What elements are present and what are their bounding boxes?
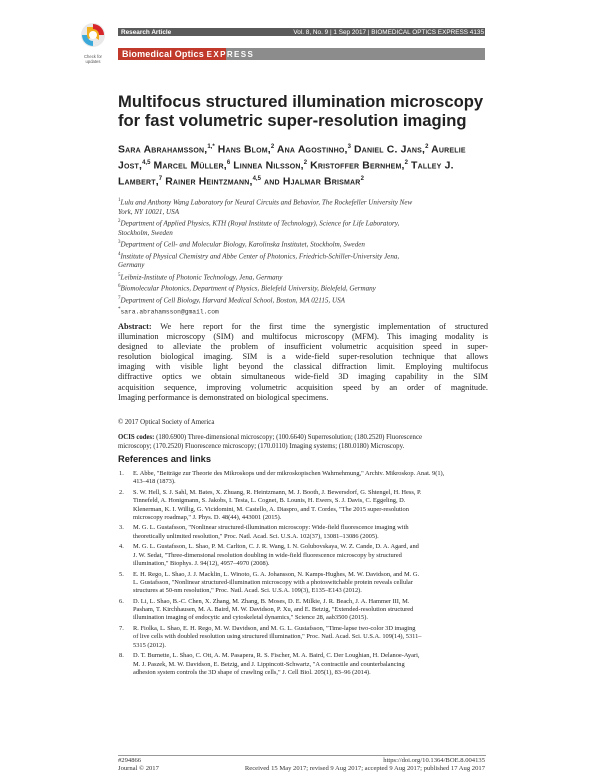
author-affiliation-mark: 1,* [207, 144, 215, 150]
reference-text: Tinnefeld, A. Honigmann, S. Jakobs, I. Testa, L. Cognet, B. Lounis, H. Ewers, S. J. Davis, C. Eggeling, D. [133, 497, 406, 505]
author-affiliation-mark: 2 [425, 144, 429, 150]
author-affiliation-mark: 4,5 [142, 159, 151, 166]
author-affiliation-mark: 2 [303, 159, 308, 166]
reference-text: M. G. L. Gustafsson, L. Shao, P. M. Carlton, C. J. R. Wang, I. N. Golubovskaya, W. Z. Cande, D. A. Agard, and [133, 543, 419, 551]
title-line: for fast volumetric super-resolution imaging [118, 111, 467, 130]
reference-item [118, 470, 490, 487]
reference-text: Pasham, T. Kirchhausen, M. A. Baird, M. W. Davidson, P. Xu, and E. Betzig, "Extended-resolution structured [133, 606, 414, 614]
reference-text: 5315 (2012). [133, 641, 167, 649]
author: Talley J. Lambert, [118, 160, 454, 188]
affiliation-cont: Stockholm, Sweden [118, 228, 173, 237]
reference-text: S. W. Hell, S. J. Sahl, M. Bates, X. Zhuang, R. Heintzmann, M. J. Booth, J. Bewersdorf, G. Shtengel, H. Hess, P. [133, 488, 422, 496]
reference-text: E. Abbe, "Beiträge zur Theorie des Mikroskops und der mikroskopischen Wahrnehmung," Archiv. Mikroskop. Anat. 9(1), [133, 470, 445, 477]
affiliation-number: 5 [118, 272, 121, 278]
reference-text: M. G. L. Gustafsson, "Nonlinear structured-illumination microscopy: Wide-field fluorescence imaging with [133, 524, 409, 532]
article-type: Research Article [121, 29, 172, 36]
affiliation-text: Leibniz-Institute of Photonic Technology, Jena, Germany [120, 272, 283, 281]
reference-item [118, 652, 490, 677]
reference-number: 7. [119, 624, 124, 632]
doi-link[interactable]: https://doi.org/10.1364/BOE.8.004135 [383, 757, 485, 764]
footer-rule [118, 755, 486, 756]
ocis-text: (180.6900) Three-dimensional microscopy; (100.6640) Superresolution; (180.2520) Fluorescence [154, 434, 422, 441]
abstract-line: acquisition sequence, improving volumetric acquisition speed by an order of magnitude. [118, 382, 488, 392]
reference-number: 5. [119, 570, 124, 578]
abstract-line: imaging with visible light beyond the classical diffraction limit. Employing multifocus [118, 362, 488, 372]
affiliation [118, 271, 490, 283]
author-affiliation-mark: 2 [360, 175, 364, 182]
ocis-line [118, 433, 490, 442]
affiliation-cont: Germany [118, 261, 145, 270]
journal-name-express: EXPRESS [206, 50, 255, 59]
affiliation-text: Institute of Physical Chemistry and Abbe Center of Photonics, Friedrich-Schiller-University Jena, [120, 251, 400, 260]
reference-text: adhesion system controls the 3D shape of crawling cells," J. Cell Biol. 205(1), 83–96 (2014). [133, 668, 371, 676]
reference-text: 413–418 (1873). [133, 478, 176, 486]
reference-text: Klenerman, K. I. Willig, G. Vicidomini, M. Castello, A. Diaspro, and T. Cordes, "The 2015 super-resolution [133, 505, 409, 513]
affiliation [118, 238, 490, 250]
reference-text: structures at 50-nm resolution," Proc. Natl. Acad. Sci. U.S.A. 109(3), E135–E143 (2012). [133, 587, 362, 595]
reference-text: R. Fiolka, L. Shao, E. H. Rego, M. W. Davidson, and M. G. L. Gustafsson, "Time-lapse two-color 3D imaging [133, 624, 416, 632]
abstract [118, 322, 488, 403]
author-affiliation-mark: 4,5 [252, 175, 261, 182]
affiliation [118, 294, 490, 306]
reference-text: theoretically unlimited resolution," Proc. Natl. Acad. Sci. U.S.A. 102(37), 13081–13086 (2005). [133, 532, 379, 540]
reference-item [118, 489, 490, 522]
copyright: © 2017 Optical Society of America [118, 419, 215, 426]
affiliation-text: Biomolecular Photonics, Department of Physics, Bielefeld University, Bielefeld, Germany [120, 284, 376, 293]
reference-item [118, 543, 490, 568]
ocis-label: OCIS codes: [118, 434, 155, 441]
author-list [118, 141, 488, 189]
ocis-codes [118, 433, 490, 451]
reference-text: J. W. Sedat, "Three-dimensional resolution doubling in wide-field fluorescence microscopy by structured [133, 551, 402, 559]
affiliation-text: Department of Cell Biology, Harvard Medical School, Boston, MA 02115, USA [120, 296, 345, 305]
abstract-line: designed to alleviate the problem of insufficient volumetric acquisition speed in super- [118, 342, 488, 352]
abstract-line: diffractive optics we obtain simultaneous wide-field 3D imaging capability in the SIM [118, 372, 488, 382]
abstract-text: We here report for the first time the synergistic implementation of structured [151, 322, 488, 331]
author: Rainer Heintzmann, [162, 176, 253, 188]
email-mark: * [118, 307, 121, 313]
author-affiliation-mark: 3 [347, 144, 351, 150]
abstract-label: Abstract: [118, 322, 152, 331]
reference-text: D. Li, L. Shao, B.-C. Chen, X. Zhang, M. Zhang, B. Moses, D. E. Milkie, J. R. Beach, J. A. Hammer III, M. [133, 597, 410, 605]
author: Hans Blom, [214, 144, 271, 156]
affiliation-number: 3 [118, 239, 121, 245]
abstract-line: Imaging performance is demonstrated on biological specimens. [118, 392, 329, 402]
affiliation [118, 282, 490, 294]
reference-number: 2. [119, 488, 124, 496]
corresponding-email [118, 305, 490, 317]
reference-item [118, 571, 490, 596]
author: Sara Abrahamsson, [118, 144, 208, 156]
author: Aurelie Jost, [118, 144, 466, 172]
reference-text: M. J. Paszek, M. W. Davidson, E. Betzig, and J. Lippincott-Schwartz, "A contractile and counterbalancing [133, 660, 405, 668]
reference-number: 4. [119, 543, 124, 551]
affiliation-text: Department of Cell- and Molecular Biology, Karolinska Institutet, Stockholm, Sweden [120, 240, 365, 249]
references-heading: References and links [118, 454, 212, 464]
author: Marcel Müller, [150, 160, 227, 172]
author-affiliation-mark: 2 [404, 159, 408, 166]
reference-number: 6. [119, 597, 124, 605]
document-id: #294866 [118, 757, 142, 764]
affiliation [118, 217, 490, 229]
author-affiliation-mark: 2 [270, 144, 275, 150]
email-link[interactable]: sara.abrahamsson@gmail.com [120, 308, 219, 316]
abstract-line: resolution biological imaging. SIM is a wide-field super-resolution technique that allows [118, 352, 488, 362]
ocis-line: microscopy; (170.2520) Fluorescence microscopy; (170.0110) Imaging systems; (180.0180) Microscopy. [118, 443, 405, 450]
author: and Hjalmar Brismar [260, 176, 361, 188]
affiliation-number: 1 [118, 198, 121, 203]
crossmark-label: Check for updates [84, 54, 102, 64]
author: Kristoffer Bernhem, [307, 160, 405, 172]
reference-text: of live cells with doubled resolution using structured illumination," Proc. Natl. Acad. Sci. U.S.A. 109(14), 5311– [133, 633, 422, 641]
reference-text: illumination," Biophys. J. 94(12), 4957–4970 (2008). [133, 560, 270, 567]
reference-number: 1. [119, 470, 124, 477]
reference-text: D. T. Burnette, L. Shao, C. Ott, A. M. Pasapera, R. S. Fischer, M. A. Baird, C. Der Loughian, H. Delanoe-Ayari, [133, 652, 420, 660]
affiliation-number: 2 [118, 218, 121, 224]
author-affiliation-mark: 7 [158, 175, 163, 182]
reference-number: 8. [119, 652, 124, 660]
page-title [118, 92, 488, 130]
affiliation-text: Department of Applied Physics, KTH (Royal Institute of Technology), Science for Life Laboratory, [120, 219, 400, 228]
reference-item [118, 524, 490, 541]
affiliation-number: 7 [118, 295, 121, 301]
affiliation [118, 196, 490, 208]
reference-text: illumination imaging of endocytic and cytoskeletal dynamics," Science 28, aab3500 (2015). [133, 614, 368, 622]
affiliation-text: Lulu and Anthony Wang Laboratory for Neural Circuits and Behavior, The Rockefeller University New [120, 198, 413, 207]
volume-info: Vol. 8, No. 9 | 1 Sep 2017 | BIOMEDICAL OPTICS EXPRESS 4135 [293, 29, 484, 36]
author: Ana Agostinho, [274, 144, 348, 156]
reference-text: microscopy roadmap," J. Phys. D. 48(44), 443001 (2015). [133, 513, 282, 521]
publication-dates: Received 15 May 2017; revised 9 Aug 2017; accepted 9 Aug 2017; published 17 Aug 2017 [244, 765, 485, 772]
author: Daniel C. Jans, [350, 144, 426, 156]
reference-item [118, 625, 490, 650]
reference-item [118, 598, 490, 623]
affiliation-number: 4 [118, 251, 121, 257]
references-list [118, 470, 490, 679]
journal-copyright: Journal © 2017 [118, 765, 159, 772]
reference-number: 3. [119, 524, 124, 532]
affiliation-number: 6 [118, 284, 121, 290]
author: Linnea Nilsson, [230, 160, 304, 172]
author-affiliation-mark: 6 [226, 159, 231, 166]
affiliation-cont: York, NY 10021, USA [118, 207, 180, 216]
abstract-line [118, 322, 488, 332]
reference-text: L. Gustafsson, "Nonlinear structured-illumination microscopy with a photoswitchable protein reveals cellular [133, 578, 413, 586]
journal-name [122, 49, 254, 60]
affiliation [118, 250, 490, 262]
abstract-line: illumination microscopy (SIM) and multifocus microscopy (MFM). This imaging modality is [118, 332, 488, 342]
affiliations [118, 196, 490, 317]
journal-name-main: Biomedical Optics [122, 49, 204, 59]
title-line: Multifocus structured illumination microscopy [118, 92, 484, 111]
reference-text: E. H. Rego, L. Shao, J. J. Macklin, L. Winoto, G. A. Johansson, N. Kamps-Hughes, M. W. Davidson, and M. G. [133, 570, 420, 578]
